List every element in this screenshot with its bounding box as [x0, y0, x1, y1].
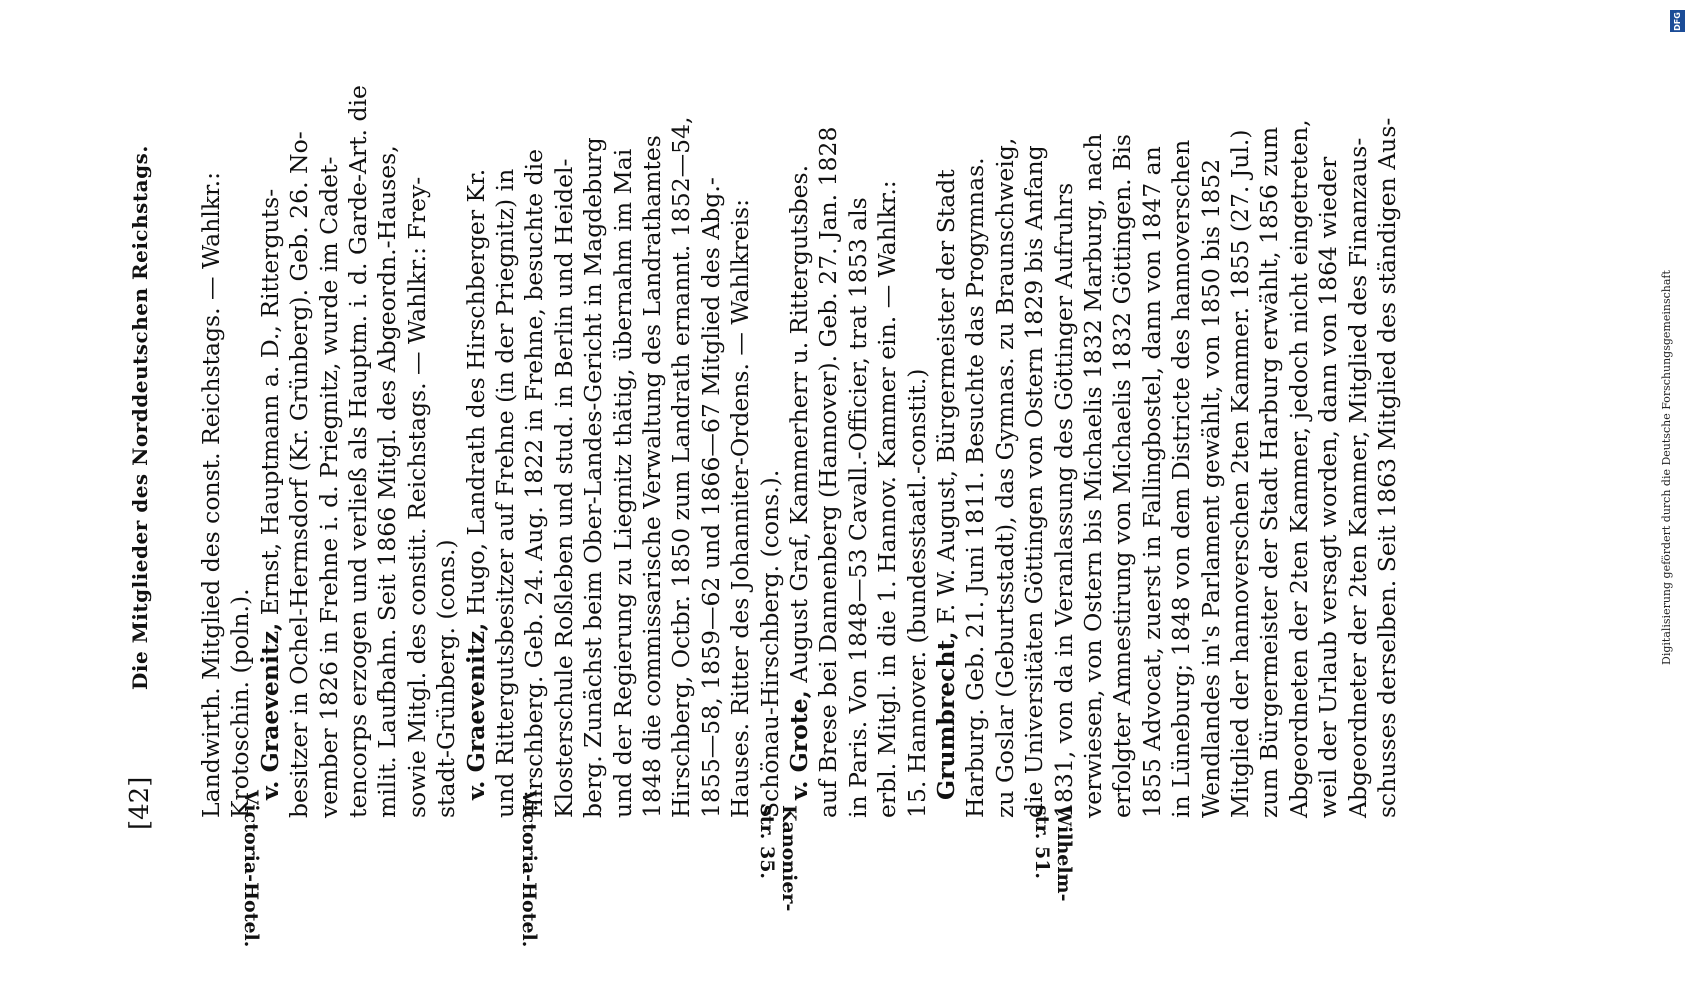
line-text: 1831, von da in Veranlassung des Göttinger Aufruhrs [1049, 182, 1078, 818]
text-line [962, 157, 988, 818]
running-title: Die Mitglieder des Norddeutschen Reichstags. [128, 145, 152, 690]
text-line [786, 165, 812, 800]
text-line [345, 85, 371, 818]
text-line [551, 159, 577, 818]
line-text: Klosterschule Roßleben und stud. in Berlin und Heidel- [549, 158, 578, 818]
line-text: verwiesen, von Ostern bis Michaelis 1832 Marburg, nach [1079, 133, 1107, 818]
margin-note-line: Victoria-Hotel. [240, 790, 262, 948]
text-line [1345, 138, 1371, 818]
text-line [639, 135, 665, 818]
line-text: erbl. Mitgl. in die 1. Hannov. Kammer ein. — Wahlkr.: [873, 180, 902, 818]
line-text: 1855 Advocat, zuerst in Fallingbostel, dann von 1847 an [1137, 146, 1166, 818]
line-text: Hauses. Ritter des Johanniter-Ordens. — Wahlkreis: [726, 198, 755, 818]
line-text: 15. Hannover. (bundesstaatl.-constit.) [902, 368, 931, 818]
text-line [492, 169, 518, 818]
line-text: vember 1826 in Frehne i. d. Priegnitz, wurde im Cadet- [314, 156, 343, 818]
line-text: erfolgter Amnestirung von Michaelis 1832 Göttingen. Bis [1108, 134, 1137, 818]
line-text: Hirschberg, Octbr. 1850 zum Landrath ernannt. 1852—54, [667, 116, 696, 818]
line-text: die Universitäten Göttingen von Ostern 1829 bis Anfang [1020, 145, 1049, 818]
line-text: Harburg. Geb. 21. Juni 1811. Besuchte das Progymnas. [961, 157, 990, 818]
text-line [286, 131, 312, 818]
margin-note [756, 805, 800, 911]
dfg-logo-text: DFG [1673, 11, 1683, 31]
line-text: August Graf, Kammerherr u. Rittergutsbes. [785, 164, 813, 683]
line-text: milit. Laufbahn. Seit 1866 Mitgl. des Abgeordn.-Hauses, [373, 145, 402, 818]
line-text: 1848 die commissarische Verwaltung des Landrathamtes [638, 135, 666, 818]
line-text: Mitglied der hannoverschen 2ten Kammer. 1855 (27. Jul.) [1226, 129, 1254, 818]
text-line [521, 149, 547, 818]
line-text: und Rittergutsbesitzer auf Frehne (in der Priegnitz) in [491, 168, 519, 818]
text-line [374, 145, 400, 818]
text-line [1109, 134, 1135, 818]
margin-note-line: str. 51. [1031, 805, 1053, 880]
text-line [404, 177, 430, 818]
text-line [257, 189, 283, 800]
text-line [698, 177, 724, 818]
text-line [1080, 134, 1106, 818]
line-text: Krotoschin. (poln.). [226, 588, 255, 818]
line-text: in Paris. Von 1848—53 Cavall.-Officier, trat 1853 als [843, 197, 872, 818]
text-line [610, 149, 636, 818]
text-line [463, 169, 489, 800]
line-text: zu Goslar (Geburtsstadt), das Gymnas. zu Braunschweig, [990, 137, 1019, 818]
text-line [874, 180, 900, 818]
margin-note-line: Kanonier- [778, 805, 800, 912]
entry-name: v. Grote, [785, 690, 813, 800]
line-text: und der Regierung zu Liegnitz thätig, übernahm im Mai [608, 148, 637, 818]
entry-name: Grumbrecht, [932, 631, 960, 800]
text-line [198, 172, 224, 818]
line-text: weil der Urlaub versagt worden, dann von 1864 wieder [1314, 156, 1343, 818]
text-line [1168, 140, 1194, 818]
text-line [1021, 145, 1047, 818]
text-line [933, 169, 959, 800]
text-line [757, 470, 783, 818]
text-line [1256, 127, 1282, 818]
line-text: Schönau-Hirschberg. (cons.). [755, 469, 784, 818]
line-text: Landwirth. Mitglied des const. Reichstags. — Wahlkr.: [197, 171, 225, 818]
text-line [316, 157, 342, 818]
text-line [227, 588, 253, 818]
text-line [1315, 157, 1341, 818]
text-line [727, 199, 753, 818]
line-text: tencorps erzogen und verließ als Hauptm. i. d. Garde-Art. die [344, 85, 372, 818]
line-text: Ernst, Hauptmann a. D., Ritterguts- [255, 188, 284, 616]
line-text: 1855—58, 1859—62 und 1866—67 Mitglied des Abg.- [696, 177, 725, 818]
text-line [1374, 118, 1400, 818]
text-line [433, 539, 459, 818]
line-text: Abgeordneter der 2ten Kammer, Mitglied des Finanzaus- [1343, 137, 1372, 818]
text-line [1139, 146, 1165, 818]
footer-credit: Digitalisierung gefördert durch die Deutsche Forschungsgemeinschaft [1660, 270, 1673, 665]
page-label: [42] [125, 776, 155, 830]
line-text: Abgeordneten der 2ten Kammer, jedoch nicht eingetreten, [1284, 119, 1313, 818]
line-text: berg. Zunächst beim Ober-Landes-Gericht in Magdeburg [579, 137, 608, 818]
text-line [815, 127, 841, 818]
text-line [1227, 129, 1253, 818]
text-line [668, 116, 694, 818]
line-text: auf Brese bei Dannenberg (Hannover). Geb. 27. Jan. 1828 [814, 126, 843, 818]
entry-name: v. Graevenitz, [461, 622, 490, 800]
text-line [1198, 159, 1224, 818]
text-line [1051, 183, 1077, 818]
text-line [992, 138, 1018, 818]
text-line [845, 197, 871, 818]
line-text: Hugo, Landrath des Hirschberger Kr. [461, 168, 490, 616]
margin-note [1031, 805, 1075, 902]
line-text: schusses derselben. Seit 1863 Mitglied des ständigen Aus- [1373, 117, 1401, 818]
line-text: Wendlandes in's Parlament gewählt, von 1850 bis 1852 [1196, 158, 1225, 818]
line-text: Hirschberg. Geb. 24. Aug. 1822 in Frehne, besuchte die [520, 148, 549, 818]
text-line [904, 369, 930, 818]
margin-note-line: Victoria-Hotel. [518, 790, 540, 948]
line-text: zum Bürgermeister der Stadt Harburg erwählt, 1856 zum [1255, 126, 1284, 818]
line-text: sowie Mitgl. des constit. Reichstags. — Wahlkr.: Frey- [402, 176, 431, 818]
line-text: in Lüneburg; 1848 von dem Districte des hannoverschen [1167, 139, 1196, 818]
text-line [1286, 119, 1312, 818]
line-text: F. W. August, Bürgermeister der Stadt [932, 169, 960, 624]
text-line [580, 137, 606, 818]
margin-note-line: Wilhelm- [1053, 805, 1075, 902]
entry-name: v. Graevenitz, [255, 622, 284, 800]
dfg-logo [1670, 10, 1685, 32]
margin-note-line: str. 35. [756, 805, 778, 880]
line-text: stadt-Grünberg. (cons.) [432, 539, 461, 818]
line-text: besitzer in Ochel-Hermsdorf (Kr. Grünberg). Geb. 26. No- [285, 131, 314, 818]
